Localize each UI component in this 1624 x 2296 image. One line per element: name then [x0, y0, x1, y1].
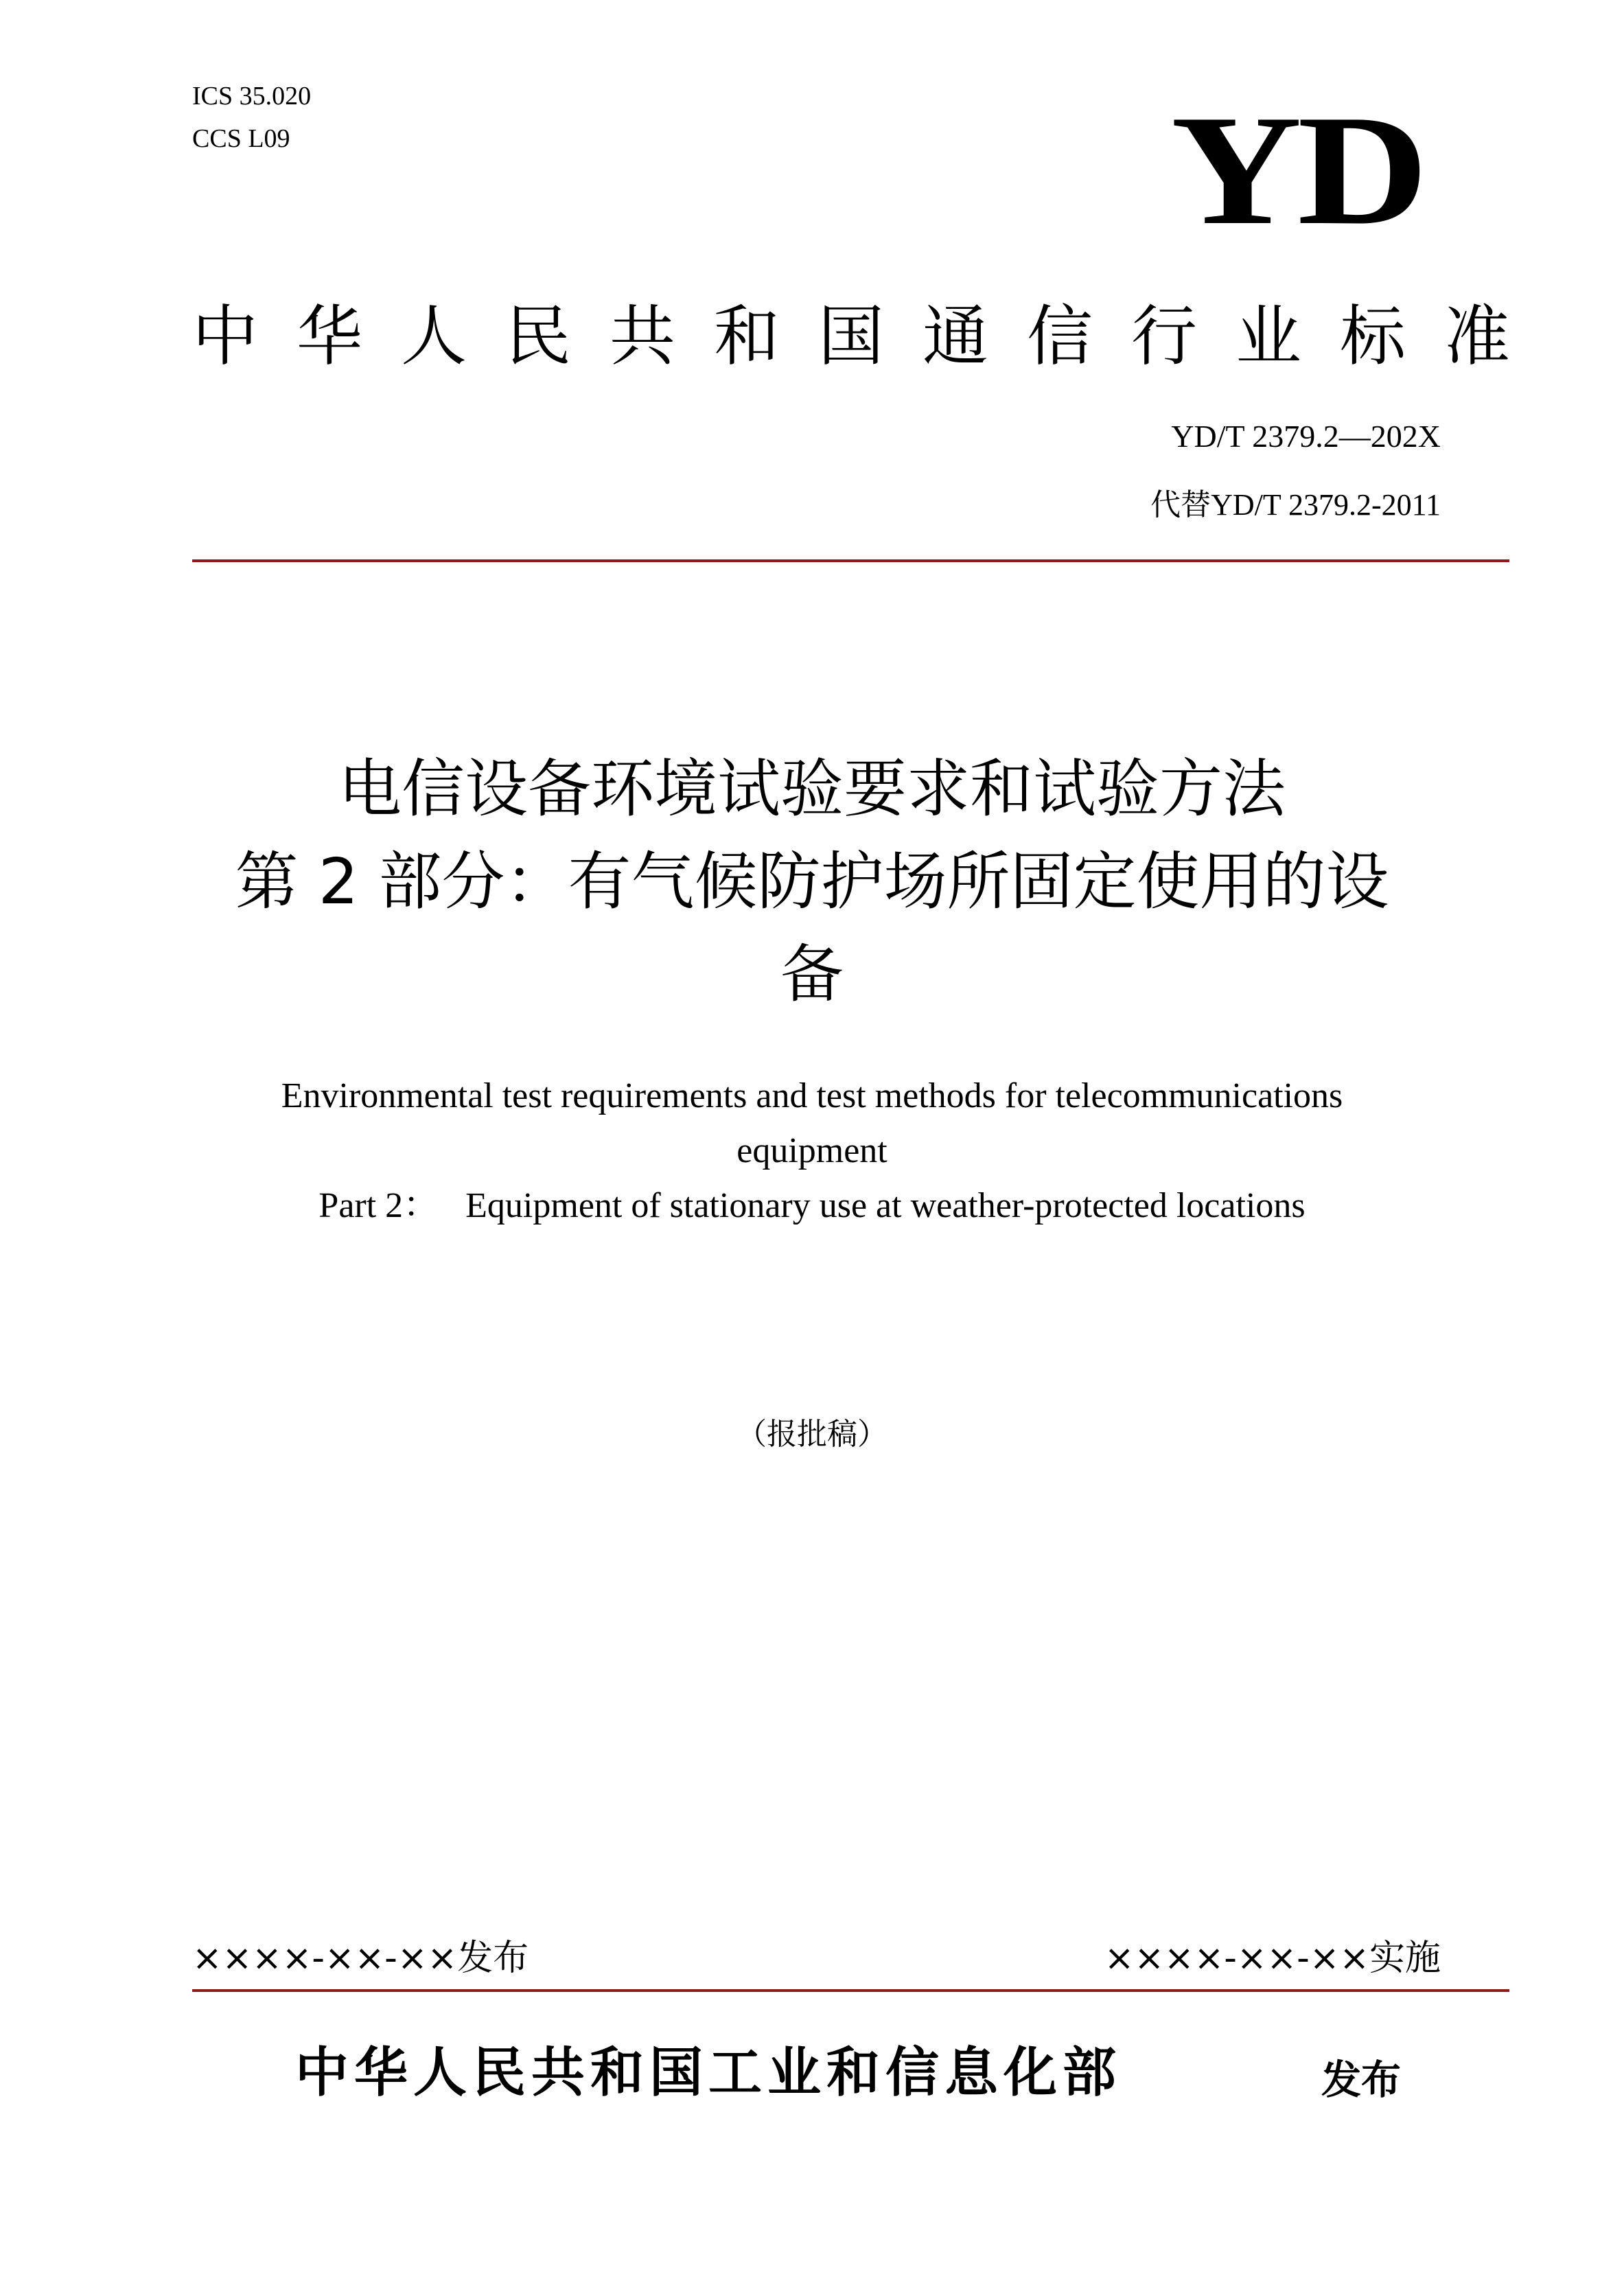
- yd-logo: YD: [1170, 82, 1424, 257]
- ccs-code: CCS L09: [192, 124, 290, 153]
- title-en-line-3: Part 2： Equipment of stationary use at weather-protected locations: [318, 1186, 1306, 1225]
- issuer-suffix: 发布: [1321, 2056, 1402, 2103]
- title-cn-line-3: 备: [780, 938, 844, 1011]
- ics-code: ICS 35.020: [192, 82, 312, 111]
- replaces-standard: 代替YD/T 2379.2-2011: [1150, 488, 1441, 522]
- issuing-authority: 中华人民共和国工业和信息化部: [295, 2042, 1122, 2104]
- publish-date: ××××-××-××发布: [192, 1938, 529, 1979]
- title-cn-line-2: 第 2 部分：有气候防护场所固定使用的设: [235, 845, 1389, 918]
- standard-number: YD/T 2379.2—202X: [1171, 419, 1441, 454]
- industry-standard-title: 中 华 人 民 共 和 国 通 信 行 业 标 准: [192, 298, 1510, 375]
- top-divider: [192, 559, 1509, 562]
- implement-date: ××××-××-××实施: [1104, 1938, 1441, 1979]
- title-en-line-1: Environmental test requirements and test methods for telecommunications: [281, 1076, 1343, 1115]
- draft-status: （报批稿）: [736, 1417, 888, 1452]
- bottom-divider: [192, 1989, 1509, 1992]
- title-cn-line-1: 电信设备环境试验要求和试验方法: [338, 752, 1286, 826]
- title-en-line-2: equipment: [736, 1131, 888, 1170]
